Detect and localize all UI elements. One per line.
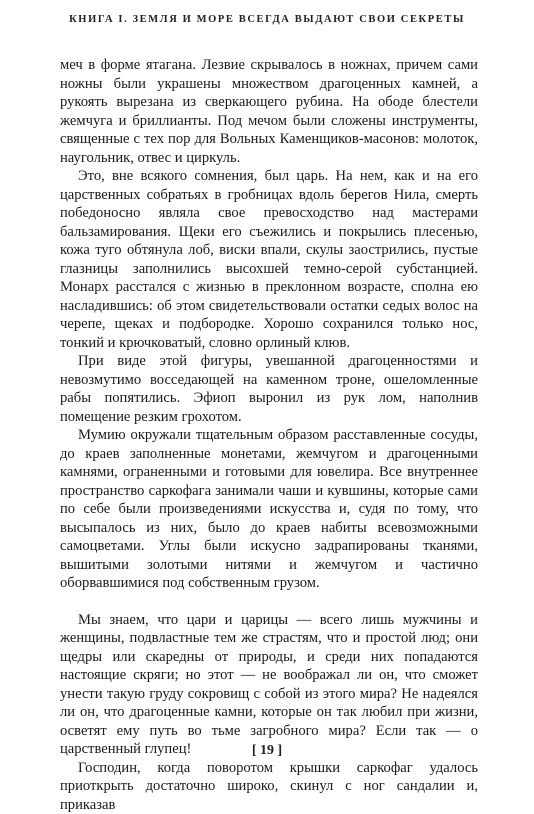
paragraph: меч в форме ятагана. Лезвие скрывалось в ножнах, причем сами ножны были украшены множеством драгоценных камней, а рукоять вырезана из сверкающего рубина. На ободе блестели жемчуга и бриллианты. Под мечом были сложены инструменты, священные с тех пор для Вольных Каменщиков-масонов: молоток, наугольник, отвес и циркуль.	[60, 56, 478, 167]
paragraph: Господин, когда поворотом крышки саркофаг удалось приоткрыть достаточно широко, скинул с ног сандалии и, приказав	[60, 759, 478, 814]
running-head: КНИГА I. ЗЕМЛЯ И МОРЕ ВСЕГДА ВЫДАЮТ СВОИ СЕКРЕТЫ	[0, 14, 534, 25]
body-text	[60, 56, 478, 814]
paragraph: Это, вне всякого сомнения, был царь. На нем, как и на его царственных собратьях в гробницах вдоль берегов Нила, смерть победоносно являла свое превосходство над мастерами бальзамирования. Щеки его съежились и покрылись плесенью, кожа туго обтянула лоб, виски впали, скулы заострились, пустые глазницы заполнились высохшей темно-серой субстанцией. Монарх расстался с жизнью в преклонном возрасте, сполна ею насладившись: об этом свидетельствовали остатки седых волос на черепе, щеках и подбородке. Хорошо сохранился только нос, тонкий и крючковатый, словно орлиный клюв.	[60, 167, 478, 352]
page-number: [ 19 ]	[0, 743, 534, 759]
paragraph: Мумию окружали тщательным образом расставленные сосуды, до краев заполненные монетами, жемчугом и драгоценными камнями, ограненными и готовыми для ювелира. Все внутреннее пространство саркофага занимали чаши и кувшины, которые сами по себе были произведениями искусства и, судя по тому, что высыпалось из них, было до краев набиты всевозможными самоцветами. Углы были искусно задрапированы тканями, вышитыми золотыми нитями и жемчугом и частично оборвавшимися под собственным грузом.	[60, 426, 478, 593]
paragraph: Мы знаем, что цари и царицы — всего лишь мужчины и женщины, подвластные тем же страстям, что и простой люд; они щедры или скаредны от природы, и среди них попадаются настоящие скряги; но этот — не воображал ли он, что сможет унести такую груду сокровищ с собой из этого мира? Не надеялся ли он, что драгоценные камни, которые он так любил при жизни, осветят ему путь во тьме загробного мира? Если так — о царственный глупец!	[60, 611, 478, 759]
paragraph: При виде этой фигуры, увешанной драгоценностями и невозмутимо восседающей на каменном троне, ошеломленные рабы попятились. Эфиоп выронил из рук лом, наполнив помещение резким грохотом.	[60, 352, 478, 426]
